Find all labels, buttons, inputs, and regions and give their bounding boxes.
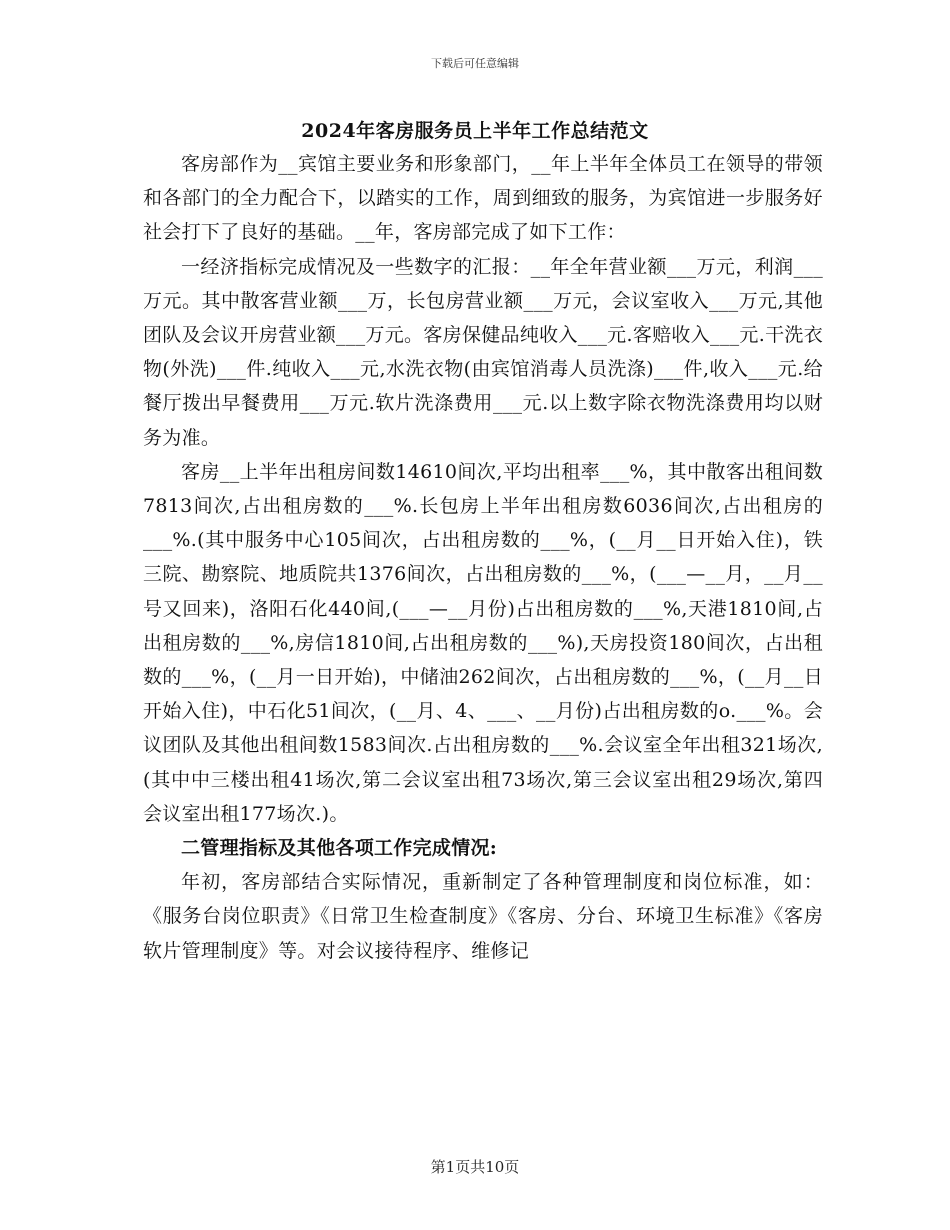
paragraph-economic-indicators: 一经济指标完成情况及一些数字的汇报：__年全年营业额___万元，利润___万元。其中散客营业额___万，长包房营业额___万元，会议室收入___万元,其他团队及会议开房营业额___万元。客房保健品纯收入___元.客赔收入___元.干洗衣物(外洗)___件.纯收入___元,水洗衣物(由宾馆消毒人员洗涤)___件,收入___元.给餐厅拨出早餐费用___万元.软片洗涤费用___元.以上数字除衣物洗涤费用均以财务为准。 (143, 255, 823, 449)
page-number: 第1页共10页 (430, 1158, 520, 1176)
paragraph-management: 年初，客房部结合实际情况，重新制定了各种管理制度和岗位标准，如：《服务台岗位职责》《日常卫生检查制度》《客房、分台、环境卫生标准》《客房软片管理制度》等。对会议接待程序、维修记 (143, 871, 823, 962)
document-body (143, 147, 823, 968)
paragraph-intro: 客房部作为__宾馆主要业务和形象部门，__年上半年全体员工在领导的带领和各部门的全力配合下，以踏实的工作，周到细致的服务，为宾馆进一步服务好社会打下了良好的基础。__年，客房部完成了如下工作： (143, 153, 823, 244)
document-title: 2024年客房服务员上半年工作总结范文 (301, 120, 649, 142)
download-note: 下载后可任意编辑 (431, 57, 519, 70)
section-heading-management: 二管理指标及其他各项工作完成情况: (181, 837, 498, 860)
paragraph-room-rentals: 客房__上半年出租房间数14610间次,平均出租率___%，其中散客出租间数7813间次,占出租房数的___%.长包房上半年出租房数6036间次,占出租房的___%.(其中服务中心105间次，占出租房数的___%，(__月__日开始入住)，铁三院、勘察院、地质院共1376间次，占出租房数的___%，(___—__月，__月__号又回来)，洛阳石化440间,(___—__月份)占出租房数的___%,天港1810间,占出租房数的___%,房信1810间,占出租房数的___%),天房投资180间次，占出租数的___%，(__月一日开始)，中储油262间次，占出租房数的___%，(__月__日开始入住)，中石化51间次，(__月、4、___、__月份)占出租房数的o.___%。会议团队及其他出租间数1583间次.占出租房数的___%.会议室全年出租321场次,(其中中三楼出租41场次,第二会议室出租73场次,第三会议室出租29场次,第四会议室出租177场次.)。 (143, 460, 823, 825)
